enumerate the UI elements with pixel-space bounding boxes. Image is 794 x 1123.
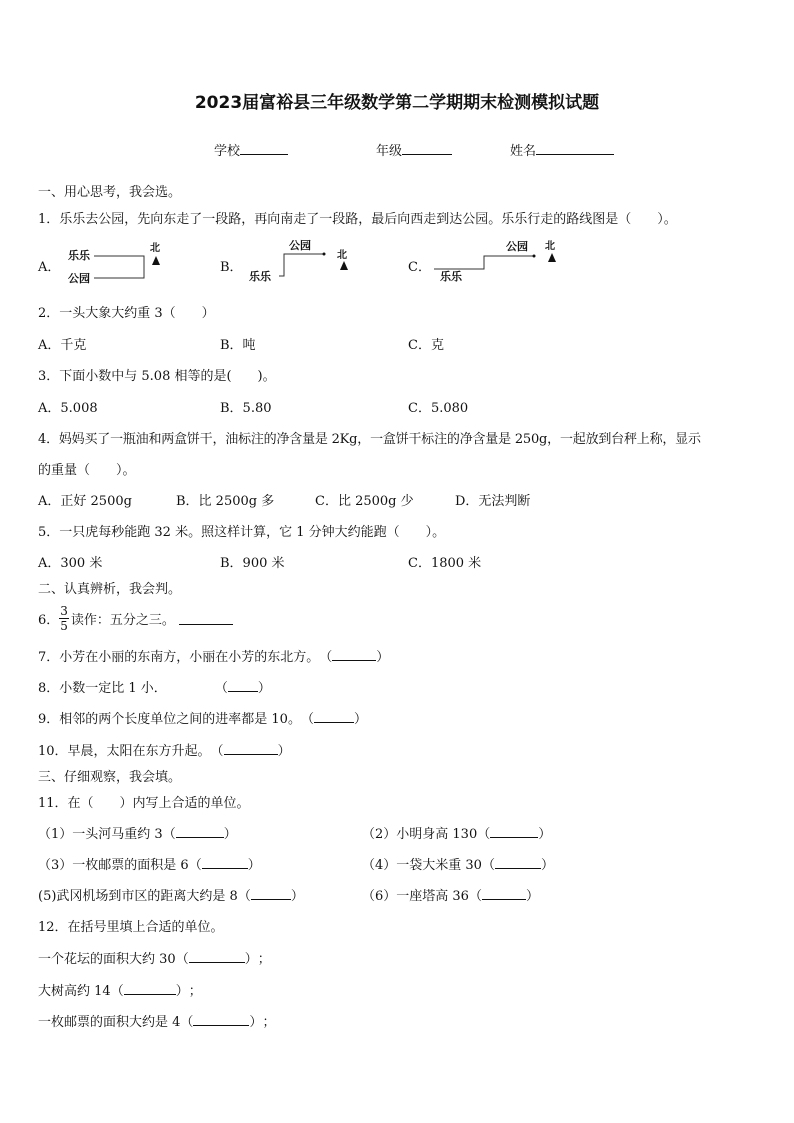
semicolon: ；	[188, 984, 202, 999]
q11-item-text: （2）小明身高 130	[362, 827, 478, 842]
fraction-denominator: 5	[60, 618, 68, 633]
q2-option-c[interactable]: C．克	[408, 338, 444, 353]
q12-item-text: 大树高约 14	[38, 984, 111, 999]
q1-option-a-diagram[interactable]	[64, 238, 174, 288]
answer-paren[interactable]: （ ）	[180, 1015, 263, 1030]
north-label: 北	[337, 250, 347, 261]
park-label: 公园	[289, 239, 311, 252]
q11-item-6	[362, 885, 539, 904]
answer-paren[interactable]: （ ）	[237, 889, 304, 904]
answer-paren[interactable]: （ ）	[110, 984, 189, 999]
fraction-numerator: 3	[60, 603, 68, 618]
route-endpoint	[323, 253, 326, 256]
q6-text: 读作：五分之三。	[70, 612, 175, 628]
q1-option-b-label[interactable]: B．	[220, 260, 243, 275]
answer-paren[interactable]: （ ）	[175, 952, 258, 967]
question-7	[38, 646, 389, 665]
section-heading: 二、认真辨析，我会判。	[38, 582, 182, 597]
lele-label: 乐乐	[68, 249, 90, 262]
answer-paren[interactable]: （ ）	[188, 858, 261, 873]
q4-option-d[interactable]: D．无法判断	[455, 494, 531, 509]
q11-item-text: （4）一袋大米重 30	[362, 858, 482, 873]
question-5: 5．一只虎每秒能跑 32 米。照这样计算，它 1 分钟大约能跑（ ）。	[38, 525, 446, 540]
q11-item-4	[362, 854, 554, 873]
park-label: 公园	[68, 272, 90, 285]
q12-item-3	[38, 1011, 275, 1030]
answer-paren[interactable]: （ ）	[477, 827, 552, 842]
answer-paren[interactable]: （ ）	[214, 681, 271, 696]
q5-option-c[interactable]: C．1800 米	[408, 556, 482, 571]
school-blank[interactable]	[240, 141, 288, 155]
question-4-line1: 4．妈妈买了一瓶油和两盒饼干，油标注的净含量是 2Kg，一盒饼干标注的净含量是 250g，一起放到台秤上称，显示	[38, 432, 701, 447]
q1-option-a-label[interactable]: A．	[38, 260, 61, 275]
answer-paren[interactable]: （ ）	[481, 858, 554, 873]
q4-option-b[interactable]: B．比 2500g 多	[176, 494, 275, 509]
q12-item-text: 一枚邮票的面积大约是 4	[38, 1015, 181, 1030]
q1-option-c-label[interactable]: C．	[408, 260, 431, 275]
answer-paren[interactable]: （ ）	[210, 744, 291, 759]
q2-option-b[interactable]: B．吨	[220, 338, 256, 353]
lele-label: 乐乐	[249, 270, 271, 283]
q11-item-text: （6）一座塔高 36	[362, 889, 469, 904]
q4-option-a[interactable]: A．正好 2500g	[38, 494, 132, 509]
park-label: 公园	[506, 240, 528, 253]
north-arrow-icon	[152, 256, 160, 265]
q11-item-text: （3）一枚邮票的面积是 6	[38, 858, 189, 873]
q5-option-b[interactable]: B．900 米	[220, 556, 285, 571]
question-2: 2．一头大象大约重 3（ ）	[38, 306, 215, 321]
question-10	[38, 740, 291, 759]
semicolon: ；	[262, 1015, 276, 1030]
name-label: 姓名	[510, 144, 537, 159]
q1-option-c-diagram[interactable]	[430, 236, 570, 286]
lele-label: 乐乐	[440, 270, 462, 283]
answer-paren[interactable]: （ ）	[300, 712, 367, 727]
section-heading: 一、用心思考，我会选。	[38, 185, 182, 200]
answer-paren[interactable]: （ ）	[468, 889, 539, 904]
question-3: 3．下面小数中与 5.08 相等的是( )。	[38, 369, 276, 384]
north-label: 北	[150, 243, 160, 254]
answer-blank[interactable]	[179, 611, 233, 625]
north-arrow-icon	[548, 253, 556, 262]
section-heading: 三、仔细观察，我会填。	[38, 770, 182, 785]
school-label: 学校	[214, 144, 241, 159]
grade-label: 年级	[376, 144, 403, 159]
q11-item-text: (5)武冈机场到市区的距离大约是 8	[38, 889, 238, 904]
route-line	[94, 256, 144, 278]
q11-item-3	[38, 854, 261, 873]
answer-paren[interactable]: （ ）	[162, 827, 237, 842]
q12-item-2	[38, 980, 202, 999]
question-11: 11．在（ ）内写上合适的单位。	[38, 796, 250, 811]
q1-option-b-diagram[interactable]	[244, 236, 364, 286]
q5-option-a[interactable]: A．300 米	[38, 556, 103, 571]
route-line	[434, 256, 534, 269]
q3-option-b[interactable]: B．5.80	[220, 401, 272, 416]
route-endpoint	[533, 255, 536, 258]
name-blank[interactable]	[536, 141, 614, 155]
answer-paren[interactable]: （ ）	[319, 650, 390, 665]
q11-item-text: （1）一头河马重约 3	[38, 827, 163, 842]
north-label: 北	[545, 241, 555, 252]
q3-option-c[interactable]: C．5.080	[408, 401, 469, 416]
q2-option-a[interactable]: A．千克	[38, 338, 87, 353]
q4-option-c[interactable]: C．比 2500g 少	[315, 494, 414, 509]
q3-option-a[interactable]: A．5.008	[38, 401, 98, 416]
question-12: 12．在括号里填上合适的单位。	[38, 920, 224, 935]
grade-blank[interactable]	[402, 141, 452, 155]
q12-item-1	[38, 948, 271, 967]
question-1: 1．乐乐去公园，先向东走了一段路，再向南走了一段路，最后向西走到达公园。乐乐行走的路线图是（ ）。	[38, 212, 677, 227]
q8-text: 8．小数一定比 1 小．	[38, 681, 167, 696]
north-arrow-icon	[340, 261, 348, 270]
name-field[interactable]	[510, 140, 614, 159]
fraction	[59, 604, 69, 633]
question-8	[38, 677, 271, 696]
q10-text: 10．早晨，太阳在东方升起。	[38, 744, 211, 759]
q12-item-text: 一个花坛的面积大约 30	[38, 952, 176, 967]
q11-item-5	[38, 885, 304, 904]
semicolon: ；	[257, 952, 271, 967]
q6-number: 6．	[38, 612, 60, 628]
question-4-line2: 的重量（ ）。	[38, 463, 136, 478]
q11-item-2	[362, 823, 551, 842]
page-title: 2023届富裕县三年级数学第二学期期末检测模拟试题	[194, 93, 600, 113]
route-line	[279, 254, 324, 276]
question-6	[38, 598, 233, 638]
school-field[interactable]	[214, 140, 288, 159]
q9-text: 9．相邻的两个长度单位之间的进率都是 10。	[38, 712, 301, 727]
question-9	[38, 708, 367, 727]
q7-text: 7．小芳在小丽的东南方，小丽在小芳的东北方。	[38, 650, 320, 665]
grade-field[interactable]	[376, 140, 452, 159]
q11-item-1	[38, 823, 237, 842]
